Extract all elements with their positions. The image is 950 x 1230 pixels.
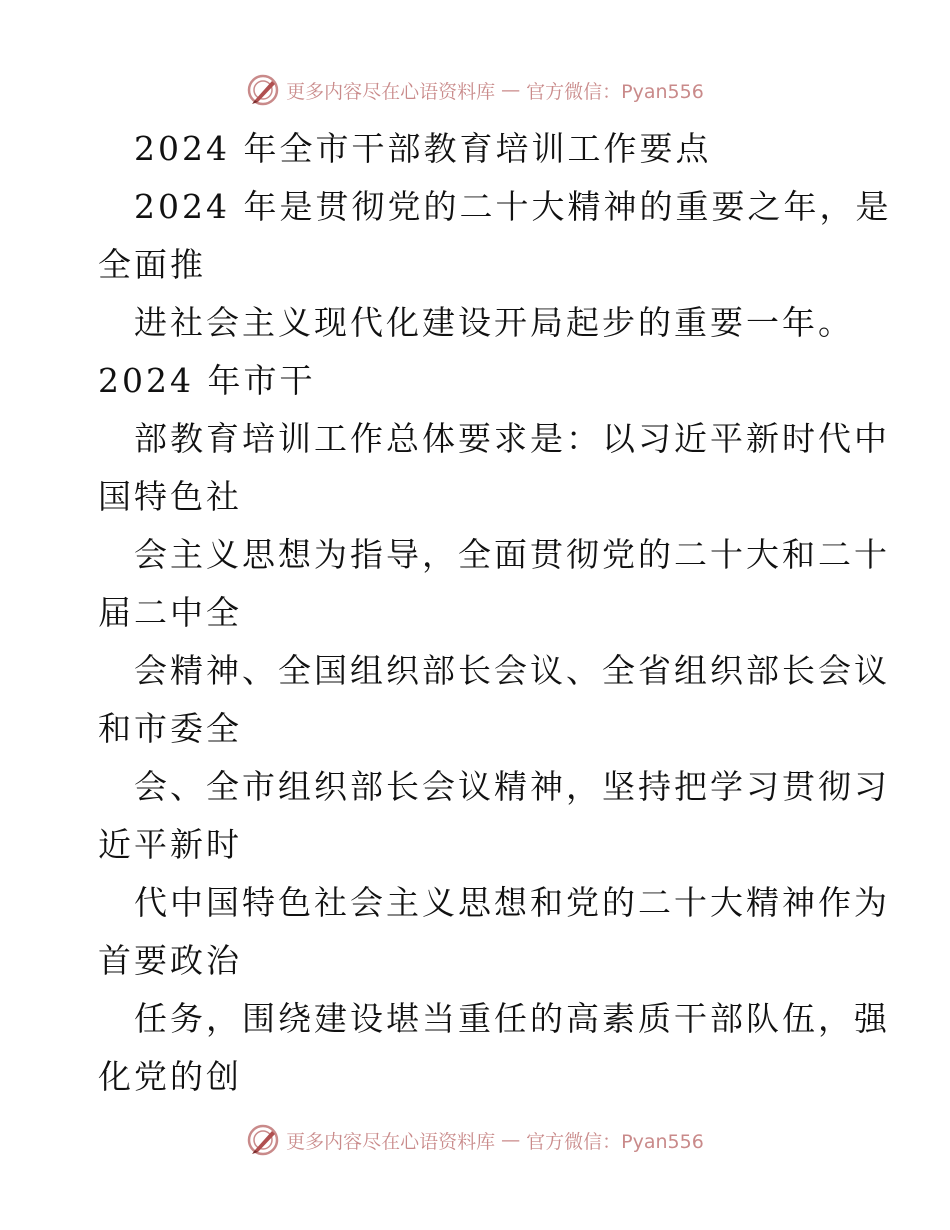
paragraph-line: 全面推 <box>98 245 206 284</box>
paragraph-line: 会、全市组织部长会议精神，坚持把学习贯彻习 <box>134 767 890 806</box>
document-title: 2024 年全市干部教育培训工作要点 <box>134 129 712 168</box>
watermark-contact: 官方微信：Pyan556 <box>526 1130 704 1153</box>
footer-watermark <box>0 1120 950 1160</box>
watermark-separator: — <box>501 1129 521 1151</box>
paragraph-line: 代中国特色社会主义思想和党的二十大精神作为 <box>134 883 890 922</box>
paragraph-line: 会主义思想为指导，全面贯彻党的二十大和二十 <box>134 535 890 574</box>
paragraph-line: 首要政治 <box>98 941 242 980</box>
paragraph-line: 近平新时 <box>98 825 242 864</box>
watermark-slogan: 更多内容尽在心语资料库 <box>286 80 496 103</box>
paragraph-line: 2024 年是贯彻党的二十大精神的重要之年，是 <box>134 187 892 226</box>
watermark-slogan: 更多内容尽在心语资料库 <box>286 1130 496 1153</box>
watermark-separator: — <box>501 79 521 101</box>
pen-logo-icon <box>246 1123 280 1157</box>
paragraph-line: 部教育培训工作总体要求是：以习近平新时代中 <box>134 419 890 458</box>
paragraph-line: 2024 年市干 <box>98 361 316 400</box>
paragraph-line: 届二中全 <box>98 593 242 632</box>
paragraph-line: 和市委全 <box>98 709 242 748</box>
header-watermark <box>0 70 950 110</box>
watermark-contact: 官方微信：Pyan556 <box>526 80 704 103</box>
pen-logo-icon <box>246 73 280 107</box>
paragraph-line: 化党的创 <box>98 1057 242 1096</box>
paragraph-line: 国特色社 <box>98 477 242 516</box>
paragraph-line: 任务，围绕建设堪当重任的高素质干部队伍，强 <box>134 999 890 1038</box>
paragraph-line: 会精神、全国组织部长会议、全省组织部长会议 <box>134 651 890 690</box>
paragraph-line: 进社会主义现代化建设开局起步的重要一年。 <box>134 303 854 342</box>
